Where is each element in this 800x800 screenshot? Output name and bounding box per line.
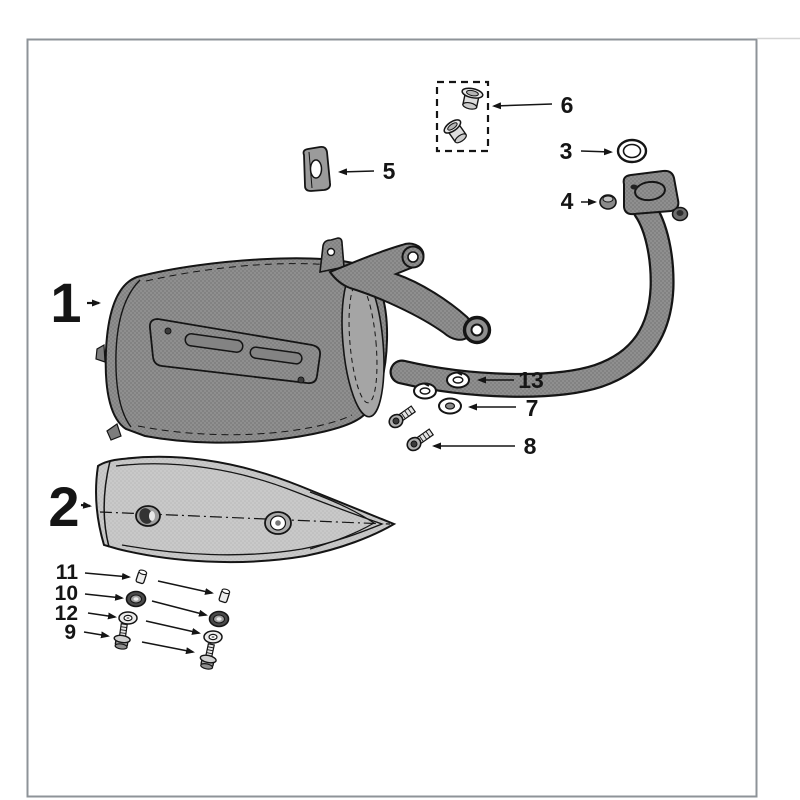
grommet-part-10 (127, 592, 146, 607)
heat-shield-part-2 (96, 457, 394, 562)
part-label-6: 6 (560, 92, 574, 118)
pipe-flange (624, 171, 679, 214)
plate-rivet (165, 328, 171, 334)
arrow-to-part-9 (84, 632, 108, 636)
part-label-10: 10 (54, 582, 78, 605)
arrow-to-part-5 (340, 171, 374, 172)
arrow-to-part-6 (494, 104, 552, 106)
spacer (219, 588, 231, 603)
part-label-2: 2 (48, 475, 80, 538)
screw-part-9 (113, 623, 132, 650)
arrow-duplicate-10 (152, 601, 206, 615)
arrow-to-part-11 (85, 573, 129, 577)
washer (204, 631, 222, 643)
part-label-12: 12 (54, 602, 78, 625)
part-label-7: 7 (525, 395, 539, 421)
silencer-bottom-tab (107, 424, 121, 440)
pipe-stud-nut (673, 208, 688, 221)
spacer-part-11 (136, 569, 148, 584)
spring-washer (414, 384, 436, 399)
part-label-8: 8 (523, 433, 537, 459)
gasket-ring-part-3 (618, 140, 646, 162)
socket-bolt (387, 404, 417, 430)
arrow-duplicate-11 (158, 581, 212, 593)
bushing (459, 87, 484, 111)
arrow-duplicate-12 (146, 621, 199, 633)
nut-part-4 (600, 195, 616, 209)
flat-washer-part-7 (439, 399, 461, 414)
plate-rivet (298, 377, 304, 383)
part-label-5: 5 (382, 158, 396, 184)
arrow-duplicate-9 (142, 642, 193, 652)
part-label-1: 1 (50, 271, 82, 334)
shield-hole (136, 506, 160, 526)
part-label-3: 3 (559, 138, 573, 164)
arrow-to-part-12 (88, 613, 115, 617)
bushing (442, 117, 470, 146)
socket-bolt-part-8 (405, 427, 435, 453)
washer-part-12 (119, 612, 137, 624)
silencer-left-tab (96, 345, 105, 362)
part-label-4: 4 (560, 188, 574, 214)
spring-washer-part-13 (447, 373, 469, 388)
clamp-part-5 (304, 147, 331, 191)
part-label-13: 13 (518, 367, 544, 393)
arrow-to-part-10 (85, 594, 122, 598)
part-label-9: 9 (64, 621, 76, 644)
arrow-to-part-3 (581, 151, 611, 152)
grommet (210, 612, 229, 627)
bushing-kit-part-6 (437, 82, 488, 151)
shield-hole (265, 512, 291, 534)
part-label-11: 11 (55, 561, 78, 584)
screw (198, 643, 219, 671)
arrow-to-part-2 (81, 505, 90, 506)
